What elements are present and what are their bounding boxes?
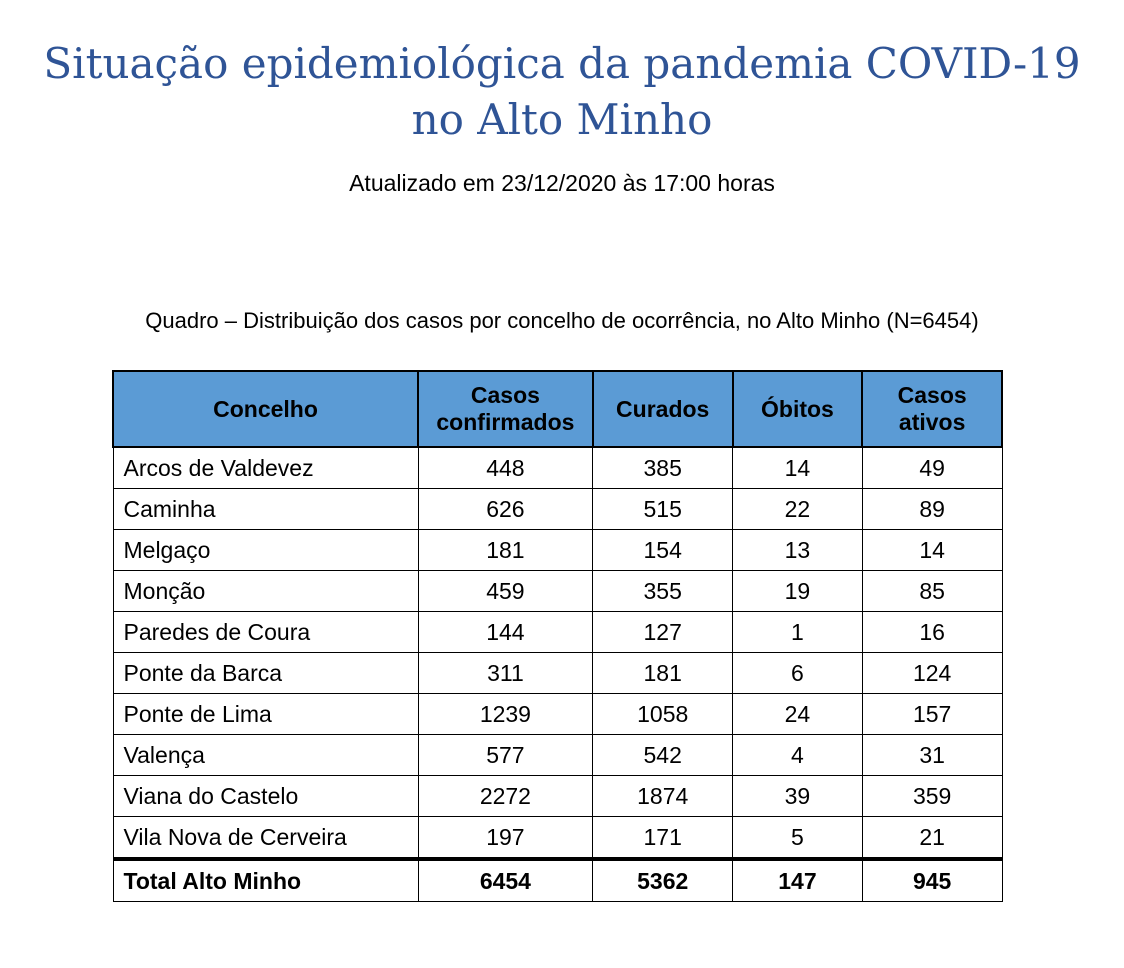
table-row [113, 571, 1002, 612]
header-ativos-line-2: ativos [898, 409, 966, 435]
cell-ativos: 21 [862, 817, 1002, 860]
cell-confirmados: 448 [418, 447, 593, 489]
cell-obitos: 13 [733, 530, 863, 571]
cell-confirmados: 459 [418, 571, 593, 612]
cell-concelho: Viana do Castelo [113, 776, 418, 817]
cell-concelho: Melgaço [113, 530, 418, 571]
cell-confirmados: 1239 [418, 694, 593, 735]
cell-confirmados: 197 [418, 817, 593, 860]
table-body [113, 447, 1002, 859]
cell-ativos: 157 [862, 694, 1002, 735]
cell-concelho: Paredes de Coura [113, 612, 418, 653]
total-confirmados: 6454 [418, 859, 593, 902]
updated-timestamp: Atualizado em 23/12/2020 às 17:00 horas [349, 170, 775, 196]
cell-obitos: 4 [733, 735, 863, 776]
table-row [113, 612, 1002, 653]
cell-ativos: 359 [862, 776, 1002, 817]
cell-obitos: 24 [733, 694, 863, 735]
cell-curados: 171 [593, 817, 733, 860]
cell-concelho: Ponte da Barca [113, 653, 418, 694]
cell-ativos: 49 [862, 447, 1002, 489]
cell-concelho: Caminha [113, 489, 418, 530]
cell-obitos: 19 [733, 571, 863, 612]
cell-ativos: 31 [862, 735, 1002, 776]
table-row [113, 817, 1002, 860]
cell-curados: 154 [593, 530, 733, 571]
page-title [0, 36, 1124, 148]
header-confirmados-line-1: Casos [470, 382, 540, 408]
cell-concelho: Ponte de Lima [113, 694, 418, 735]
cell-confirmados: 181 [418, 530, 593, 571]
cell-curados: 1874 [593, 776, 733, 817]
cell-curados: 127 [593, 612, 733, 653]
cell-curados: 355 [593, 571, 733, 612]
header-ativos-line-1: Casos [897, 382, 967, 408]
cell-concelho: Vila Nova de Cerveira [113, 817, 418, 860]
cell-ativos: 89 [862, 489, 1002, 530]
table-row [113, 776, 1002, 817]
cell-ativos: 85 [862, 571, 1002, 612]
header-concelho: Concelho [113, 371, 418, 447]
cell-obitos: 5 [733, 817, 863, 860]
header-confirmados [418, 371, 593, 447]
header-ativos [862, 371, 1002, 447]
cell-curados: 542 [593, 735, 733, 776]
cell-concelho: Valença [113, 735, 418, 776]
cases-table [112, 370, 1003, 902]
cell-concelho: Monção [113, 571, 418, 612]
cell-curados: 515 [593, 489, 733, 530]
page-title-line-1: Situação epidemiológica da pandemia COVID-19 [43, 39, 1081, 88]
cell-confirmados: 626 [418, 489, 593, 530]
header-curados: Curados [593, 371, 733, 447]
cell-obitos: 1 [733, 612, 863, 653]
cell-confirmados: 2272 [418, 776, 593, 817]
cell-ativos: 14 [862, 530, 1002, 571]
cell-obitos: 22 [733, 489, 863, 530]
table-row [113, 447, 1002, 489]
cell-ativos: 124 [862, 653, 1002, 694]
cell-confirmados: 311 [418, 653, 593, 694]
table-row [113, 735, 1002, 776]
cell-obitos: 14 [733, 447, 863, 489]
table-row [113, 694, 1002, 735]
table-row [113, 653, 1002, 694]
table-row [113, 489, 1002, 530]
cell-obitos: 39 [733, 776, 863, 817]
page-title-line-2: no Alto Minho [411, 95, 713, 144]
total-label: Total Alto Minho [113, 859, 418, 902]
header-confirmados-line-2: confirmados [436, 409, 575, 435]
table-total-row [113, 859, 1002, 902]
total-curados: 5362 [593, 859, 733, 902]
cell-curados: 1058 [593, 694, 733, 735]
table-header-row [113, 371, 1002, 447]
cell-confirmados: 144 [418, 612, 593, 653]
total-ativos: 945 [862, 859, 1002, 902]
cell-obitos: 6 [733, 653, 863, 694]
cell-ativos: 16 [862, 612, 1002, 653]
cell-confirmados: 577 [418, 735, 593, 776]
cell-curados: 181 [593, 653, 733, 694]
table-caption: Quadro – Distribuição dos casos por concelho de ocorrência, no Alto Minho (N=6454) [145, 308, 979, 333]
cell-concelho: Arcos de Valdevez [113, 447, 418, 489]
cell-curados: 385 [593, 447, 733, 489]
table-row [113, 530, 1002, 571]
header-obitos: Óbitos [733, 371, 863, 447]
total-obitos: 147 [733, 859, 863, 902]
